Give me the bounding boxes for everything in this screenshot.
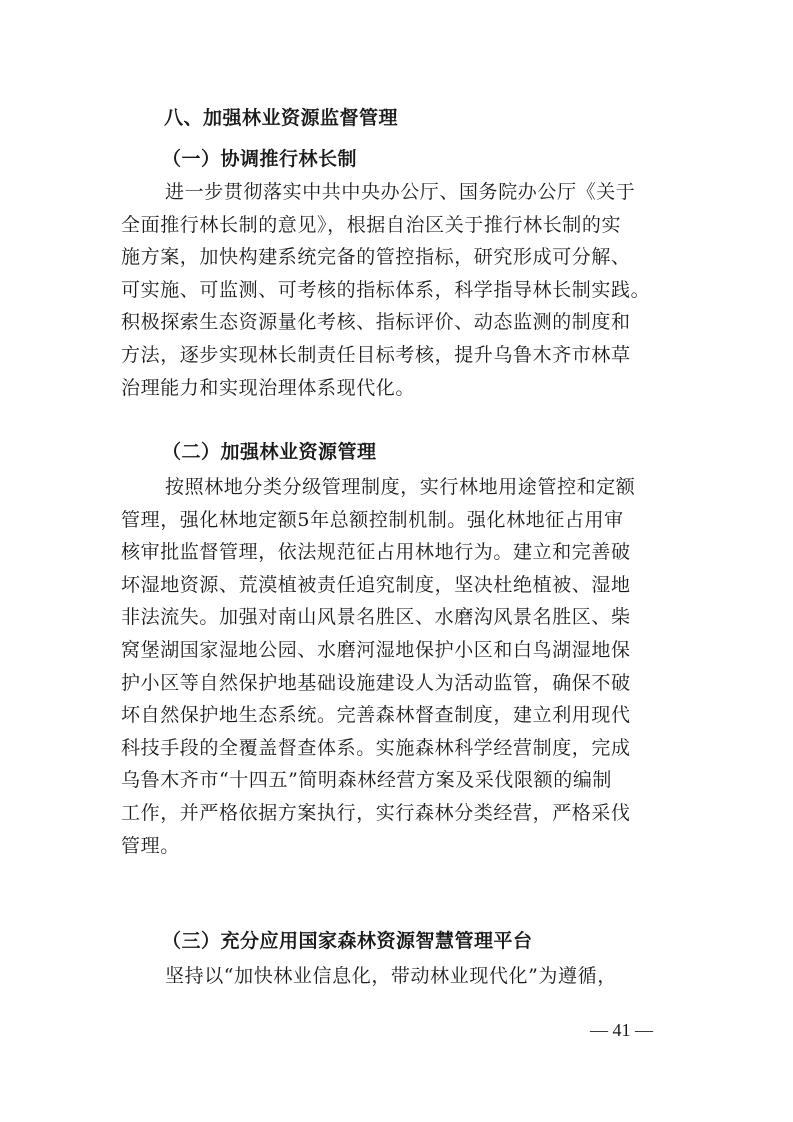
paragraph-line: 坏湿地资源、荒漠植被责任追究制度，坚决杜绝植被、湿地 xyxy=(121,573,631,596)
paragraph-line: 进一步贯彻落实中共中央办公厅、国务院办公厅《关于 xyxy=(165,181,636,203)
page-number: — 41 — xyxy=(590,1020,653,1040)
paragraph-line: 窝堡湖国家湿地公园、水磨河湿地保护小区和白鸟湖湿地保 xyxy=(121,638,631,661)
subsection-title-2: （二）加强林业资源管理 xyxy=(162,441,377,463)
paragraph-3 xyxy=(121,960,681,993)
paragraph-line: 核审批监督管理，依法规范征占用林地行为。建立和完善破 xyxy=(121,541,631,564)
paragraph-line: 管理，强化林地定额5年总额控制机制。强化林地征占用审 xyxy=(121,508,624,531)
paragraph-line: 按照林地分类分级管理制度，实行林地用途管控和定额 xyxy=(165,476,636,498)
paragraph-line: 工作，并严格依据方案执行，实行森林分类经营，严格采伐 xyxy=(121,801,631,824)
paragraph-line: 可实施、可监测、可考核的指标体系，科学指导林长制实践。 xyxy=(121,278,651,301)
paragraph-line: 护小区等自然保护地基础设施建设人为活动监管，确保不破 xyxy=(121,671,631,694)
paragraph-line: 科技手段的全覆盖督查体系。实施森林科学经营制度，完成 xyxy=(121,736,631,759)
paragraph-line: 坏自然保护地生态系统。完善森林督查制度，建立利用现代 xyxy=(121,704,631,727)
paragraph-line: 全面推行林长制的意见》，根据自治区关于推行林长制的实 xyxy=(121,213,622,236)
paragraph-2 xyxy=(121,471,681,862)
paragraph-line: 方法，逐步实现林长制责任目标考核，提升乌鲁木齐市林草 xyxy=(121,343,631,366)
paragraph-line: 非法流失。加强对南山风景名胜区、水磨沟风景名胜区、柴 xyxy=(121,606,631,629)
section-heading: 八、加强林业资源监督管理 xyxy=(164,107,399,129)
paragraph-line: 坚持以“加快林业信息化，带动林业现代化”为遵循， xyxy=(165,965,617,987)
subsection-title-1: （一）协调推行林长制 xyxy=(162,148,358,170)
paragraph-line: 乌鲁木齐市“十四五”简明森林经营方案及采伐限额的编制 xyxy=(121,769,613,792)
paragraph-1 xyxy=(121,176,681,404)
subsection-title-3: （三）充分应用国家森林资源智慧管理平台 xyxy=(162,930,533,952)
paragraph-line: 积极探索生态资源量化考核、指标评价、动态监测的制度和 xyxy=(121,311,631,334)
paragraph-line: 管理。 xyxy=(121,834,180,857)
paragraph-line: 施方案，加快构建系统完备的管控指标，研究形成可分解、 xyxy=(121,246,631,269)
paragraph-line: 治理能力和实现治理体系现代化。 xyxy=(121,376,416,399)
